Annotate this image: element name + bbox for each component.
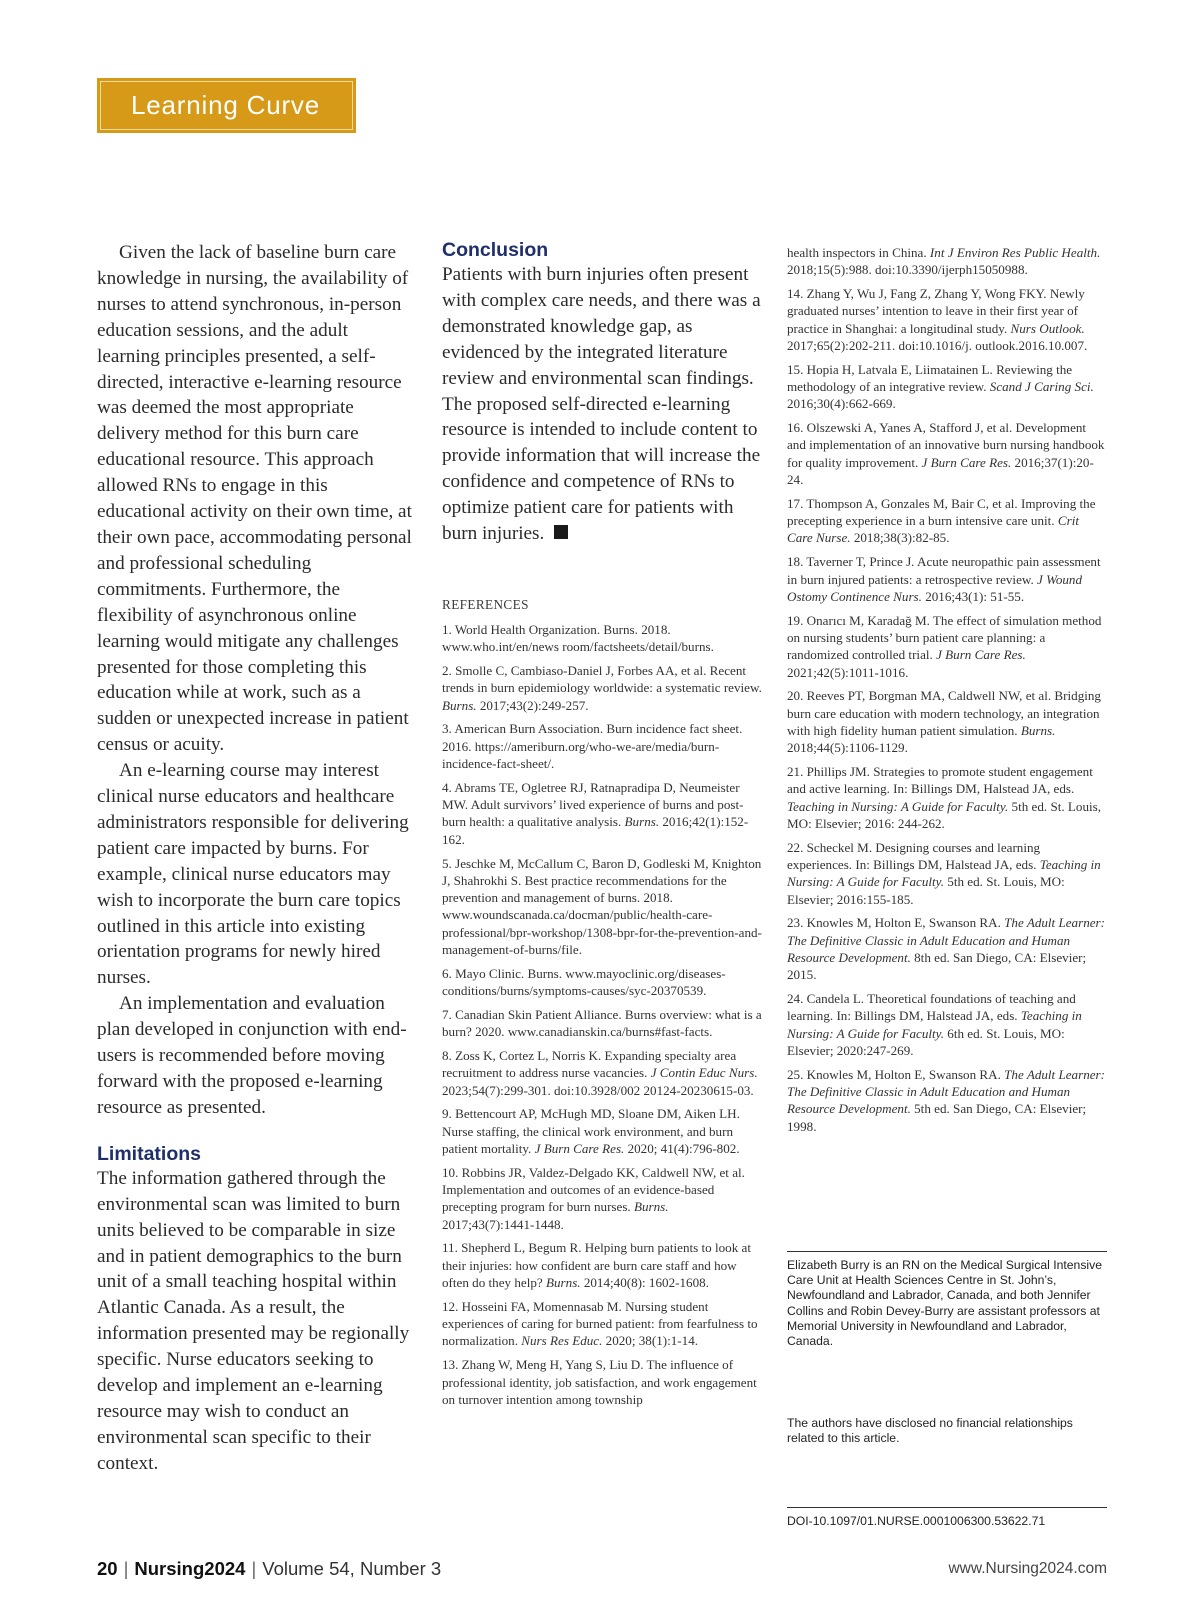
reference-text: 5th ed. St. Louis, MO: Elsevier; 2016: 244-262. [787,798,1102,831]
reference-text: 2018;44(5):1106-1129. [787,740,908,756]
reference-item [442,1047,762,1099]
reference-journal: Burns. [442,697,477,713]
reference-journal: Nurs Outlook. [1010,320,1085,336]
reference-text: 21. Phillips JM. Strategies to promote student engagement and active learning. In: Billings DM, Halstead JA, eds. [787,764,1093,797]
reference-item [787,553,1107,605]
reference-text: 25. Knowles M, Holton E, Swanson RA. [787,1066,1005,1082]
reference-text: 19. Onarıcı M, Karadağ M. The effect of simulation method on nursing students’ burn patient care planning: a randomized controlled trial. [787,612,1102,663]
reference-journal: Crit Care Nurse. [787,513,1079,546]
reference-journal: Teaching in Nursing: A Guide for Faculty. [787,798,1009,814]
reference-item [787,763,1107,832]
reference-item [787,687,1107,756]
reference-item [787,1066,1107,1135]
reference-text: 3. American Burn Association. Burn incidence fact sheet. 2016. https://ameriburn.org/who-we-are/media/burn-incidence-fact-sheet/. [442,721,743,772]
reference-text: 2016;30(4):662-669. [787,396,896,412]
reference-item [442,779,762,848]
reference-text: 2016;37(1):20-24. [787,454,1094,488]
body-paragraph: An implementation and evaluation plan developed in conjunction with end-users is recommended before moving forward with the proposed e-learning resource as presented. [97,993,407,1118]
reference-text: 23. Knowles M, Holton E, Swanson RA. [787,915,1005,931]
footer-separator: | [251,1558,257,1579]
reference-item [787,361,1107,413]
column-2 [442,238,762,1415]
reference-item [787,244,1107,279]
limitations-paragraph: The information gathered through the environmental scan was limited to burn units believed to be comparable in size and in patient demographics to the burn unit of a small teaching hospital within Atlantic Canada. As a result, the information presented may be regionally specific. Nurse educators seeking to develop and implement an e-learning resource may wish to conduct an environmental scan specific to their context. [97,1167,410,1474]
reference-text: 13. Zhang W, Meng H, Yang S, Liu D. The influence of professional identity, job satisfaction, and work engagement on turnover intention among township [442,1357,757,1407]
footer-url: www.Nursing2024.com [948,1560,1107,1577]
reference-text: 12. Hosseini FA, Momennasab M. Nursing student experiences of caring for burned patient: from fearfulness to normalization. [442,1298,758,1349]
reference-journal: Burns. [633,1199,669,1215]
reference-list-continued [787,244,1107,1135]
reference-journal: J Burn Care Res. [921,454,1012,470]
footer-left [97,1558,441,1580]
reference-text: 2018;38(3):82-85. [850,530,950,546]
reference-item [442,1105,762,1157]
reference-text: 2023;54(7):299-301. doi:10.3928/002 20124-20230615-03. [442,1082,754,1098]
reference-journal: The Adult Learner: The Definitive Classic in Adult Education and Human Resource Development. [787,1066,1106,1117]
reference-text: 2017;43(2):249-257. [476,697,589,713]
reference-item [787,612,1107,681]
author-bio: Elizabeth Burry is an RN on the Medical Surgical Intensive Care Unit at Health Sciences Centre in St. John’s, Newfoundland and Labrador, Canada, and both Jennifer Collins and Robin Devey-Burry are assistant professors at Memorial University in Newfoundland and Labrador, Canada. [787,1251,1107,1349]
reference-journal: J Wound Ostomy Continence Nurs. [787,571,1083,604]
volume-info: Volume 54, Number 3 [262,1558,442,1579]
reference-text: 2016;42(1):152-162. [442,814,749,847]
reference-journal: Scand J Caring Sci. [989,379,1094,395]
reference-text: 4. Abrams TE, Ogletree RJ, Ratnapradipa D, Neumeister MW. Adult survivors’ lived experience of burns and post-burn health: a qualitative analysis. [442,779,744,830]
reference-item [787,839,1107,908]
reference-item [442,965,762,1000]
disclosure-note: The authors have disclosed no financial relationships related to this article. [787,1416,1073,1446]
reference-text: 2017;43(7):1441-1448. [442,1216,564,1232]
reference-journal: J Burn Care Res. [936,647,1026,663]
reference-item [442,855,762,959]
reference-text: 2021;42(5):1011-1016. [787,664,909,680]
reference-item [442,1006,762,1041]
reference-text: 10. Robbins JR, Valdez-Delgado KK, Caldwell NW, et al. Implementation and outcomes of an evidence-based precepting program for burn nurses. [442,1164,745,1215]
reference-text: 8th ed. San Diego, CA: Elsevier; 2015. [787,949,1087,983]
page-number: 20 [97,1558,118,1579]
reference-text: 17. Thompson A, Gonzales M, Bair C, et al. Improving the precepting experience in a burn intensive care unit. [787,495,1096,529]
reference-text: 6. Mayo Clinic. Burns. www.mayoclinic.org/diseases-conditions/burns/symptoms-causes/syc-20370539. [442,965,726,999]
reference-text: 2016;43(1): 51-55. [921,588,1025,604]
reference-text: 2017;65(2):202-211. doi:10.1016/j. outlook.2016.10.007. [787,337,1088,353]
section-banner-label: Learning Curve [100,81,353,130]
reference-item [787,285,1107,354]
reference-journal: Burns. [624,814,660,830]
page-footer [97,1558,1107,1582]
reference-journal: J Contin Educ Nurs. [650,1065,758,1081]
reference-item [442,621,762,656]
reference-journal: Teaching in Nursing: A Guide for Faculty. [787,857,1101,890]
reference-text: 9. Bettencourt AP, McHugh MD, Sloane DM, Aiken LH. Nurse staffing, the clinical work environment, and burn patient mortality. [442,1106,740,1156]
reference-item [787,990,1107,1059]
reference-item [442,720,762,772]
reference-text: 2020; 38(1):1-14. [602,1333,699,1349]
reference-text: 15. Hopia H, Latvala E, Liimatainen L. Reviewing the methodology of an integrative review. [787,361,1073,395]
reference-item [442,662,762,714]
reference-text: health inspectors in China. [787,245,930,260]
reference-text: 1. World Health Organization. Burns. 2018. www.who.int/en/news room/factsheets/detail/burns. [442,621,714,655]
limitations-heading: Limitations [97,1142,202,1165]
conclusion-heading: Conclusion [442,239,549,261]
reference-text: 14. Zhang Y, Wu J, Fang Z, Zhang Y, Wong FKY. Newly graduated nurses’ intention to leave in their first year of practice in Shanghai: a longitudinal study. [787,286,1085,336]
reference-item [787,495,1107,547]
reference-text: 7. Canadian Skin Patient Alliance. Burns overview: what is a burn? 2020. www.canadianskin.ca/burns#fast-facts. [442,1006,762,1040]
reference-text: 18. Taverner T, Prince J. Acute neuropathic pain assessment in burn injured patients: a retrospective review. [787,554,1101,587]
conclusion-paragraph [442,262,762,547]
body-paragraph: Given the lack of baseline burn care knowledge in nursing, the availability of nurses to attend synchronous, in-person education sessions, and the adult learning principles presented, a self-directed, interactive e-learning resource was deemed the most appropriate delivery method for this burn care educational resource. This approach allowed RNs to engage in this educational activity on their own time, at their own pace, accommodating personal and professional scheduling commitments. Furthermore, the flexibility of asynchronous online learning would mitigate any challenges presented for those completing this education while at work, such as a sudden or unexpected increase in patient census or acuity. [97,242,412,756]
magazine-name: Nursing2024 [134,1558,246,1579]
reference-text: 2014;40(8): 1602-1608. [580,1275,709,1291]
body-paragraph: An e-learning course may interest clinical nurse educators and healthcare administrators responsible for delivering patient care impacted by burns. For example, clinical nurse educators may wish to incorporate the burn care topics outlined in this article into existing orientation programs for newly hired nurses. [97,760,409,989]
doi-line: DOI-10.1097/01.NURSE.0001006300.53622.71 [787,1507,1107,1528]
footer-separator: | [123,1558,129,1579]
reference-item [442,1164,762,1233]
references-label: REFERENCES [442,596,529,612]
reference-text: 24. Candela L. Theoretical foundations of teaching and learning. In: Billings DM, Halstead JA, eds. [787,991,1076,1024]
reference-text: 22. Scheckel M. Designing courses and learning experiences. In: Billings DM, Halstead JA, eds. [787,839,1041,872]
reference-journal: Teaching in Nursing: A Guide for Faculty. [787,1008,1082,1041]
reference-text: 20. Reeves PT, Borgman MA, Caldwell NW, et al. Bridging burn care education with modern technology, an integration with high fidelity human patient simulation. [787,688,1101,738]
reference-item [442,1356,762,1408]
reference-text: 2018;15(5):988. doi:10.3390/ijerph15050988. [787,262,1028,278]
reference-journal: Int J Environ Res Public Health. [929,245,1101,260]
reference-journal: Burns. [1020,722,1056,738]
reference-journal: Nurs Res Educ. [521,1333,603,1349]
column-3 [787,244,1107,1141]
reference-text: 6th ed. St. Louis, MO: Elsevier; 2020:247-269. [787,1025,1065,1058]
reference-journal: Burns. [546,1275,581,1291]
reference-journal: The Adult Learner: The Definitive Classic in Adult Education and Human Resource Development. [787,915,1106,965]
reference-text: 16. Olszewski A, Yanes A, Stafford J, et al. Development and implementation of an innovative burn nursing handbook for quality improvement. [787,420,1105,470]
reference-text: 5th ed. San Diego, CA: Elsevier; 1998. [787,1101,1087,1134]
end-of-article-mark [554,525,568,539]
conclusion-text: Patients with burn injuries often present with complex care needs, and there was a demonstrated knowledge gap, as evidenced by the integrated literature review and environmental scan findings. The proposed self-directed e-learning resource is intended to include content to provide information that will increase the confidence and competence of RNs to optimize patient care for patients with burn injuries. [442,264,761,545]
reference-list [442,621,762,1408]
reference-text: 11. Shepherd L, Begum R. Helping burn patients to look at their injuries: how confident are burn care staff and how often do they help? [442,1240,751,1291]
reference-item [442,1239,762,1291]
column-1 [97,240,415,1477]
reference-item [787,419,1107,488]
reference-text: 5th ed. St. Louis, MO: Elsevier; 2016:155-185. [787,874,1065,907]
reference-text: 5. Jeschke M, McCallum C, Baron D, Godleski M, Knighton J, Shahrokhi S. Best practice recommendations for the prevention and management of burns. 2018. www.woundscanada.ca/docman/public/health-care-professional/bpr-workshop/1308-bpr-for-the-prevention-and-management-of-burns/file. [442,855,762,958]
reference-journal: J Burn Care Res. [534,1140,625,1156]
reference-text: 8. Zoss K, Cortez L, Norris K. Expanding specialty area recruitment to address nurse vacancies. [442,1048,737,1081]
reference-text: 2. Smolle C, Cambiaso-Daniel J, Forbes AA, et al. Recent trends in burn epidemiology worldwide: a systematic review. [442,663,762,696]
reference-item [442,1298,762,1350]
reference-item [787,914,1107,983]
section-banner [97,78,356,133]
reference-text: 2020; 41(4):796-802. [624,1140,740,1156]
